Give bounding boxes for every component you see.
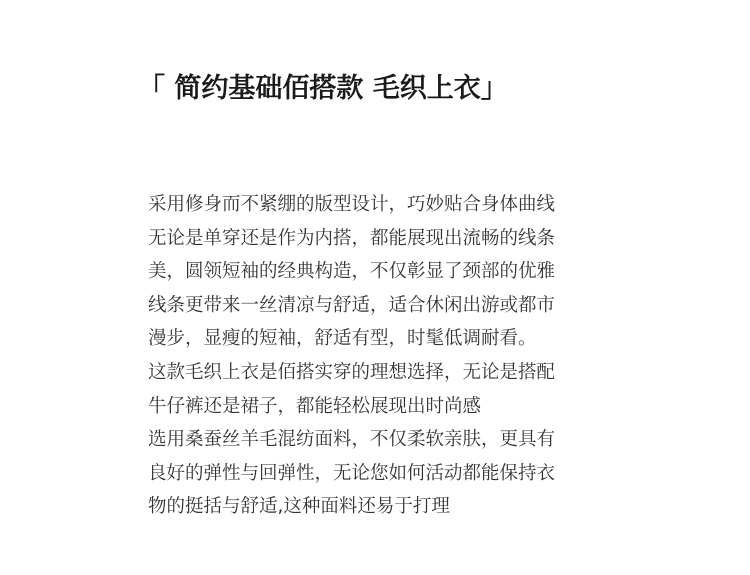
page-title: 「 简约基础佰搭款 毛织上衣」 (138, 73, 508, 104)
text-line: 牛仔裤还是裙子，都能轻松展现出时尚感 (148, 395, 482, 417)
text-line: 美，圆领短袖的经典构造，不仅彰显了颈部的优雅 (148, 261, 556, 283)
text-line: 物的挺括与舒适,这种面料还易于打理 (148, 496, 450, 518)
body-text (148, 188, 608, 524)
text-line: 漫步，显瘦的短袖，舒适有型，时髦低调耐看。 (148, 328, 537, 350)
text-line: 采用修身而不紧绷的版型设计，巧妙贴合身体曲线 (148, 194, 556, 215)
text-line: 无论是单穿还是作为内搭，都能展现出流畅的线条 (148, 227, 556, 249)
text-line: 良好的弹性与回弹性，无论您如何活动都能保持衣 (148, 462, 556, 484)
text-line: 这款毛织上衣是佰搭实穿的理想选择，无论是搭配 (148, 361, 556, 383)
text-line: 线条更带来一丝清凉与舒适，适合休闲出游或都市 (148, 294, 556, 316)
text-line: 选用桑蚕丝羊毛混纺面料，不仅柔软亲肤，更具有 (148, 429, 556, 451)
